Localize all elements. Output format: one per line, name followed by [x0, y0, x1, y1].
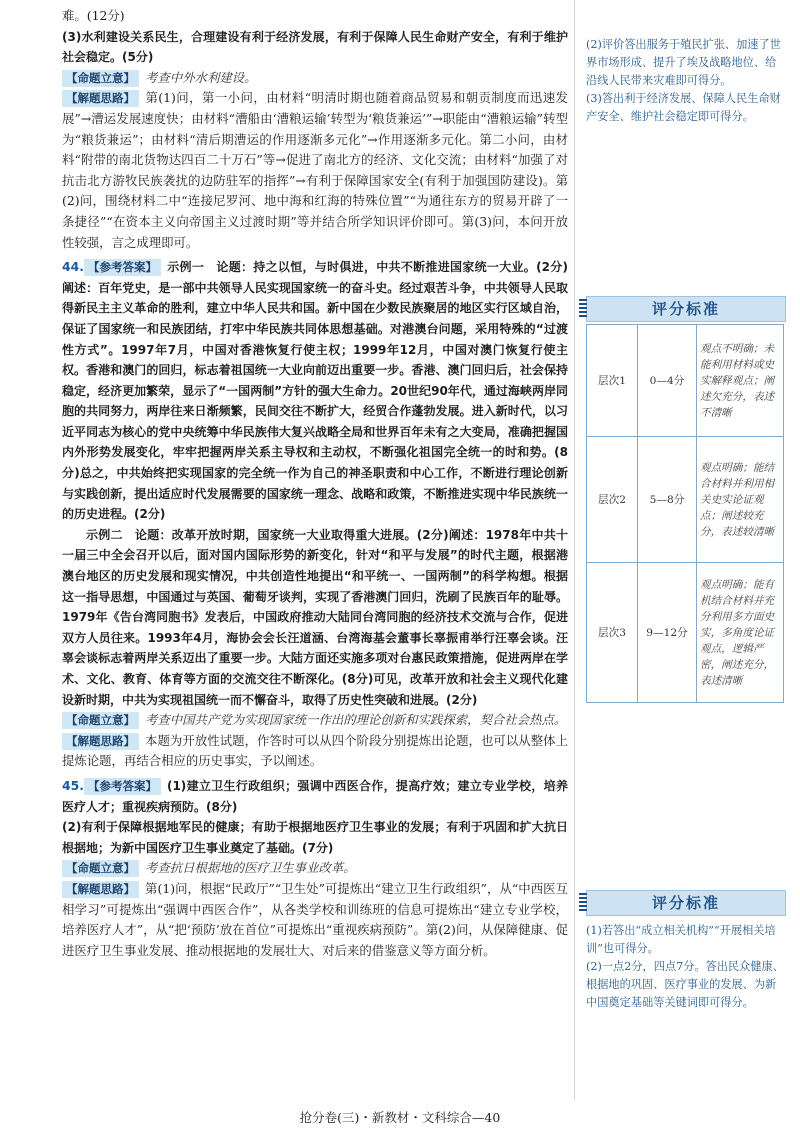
- tag-answer: 【参考答案】: [84, 259, 161, 276]
- answer-item-3: (3)水利建设关系民生，合理建设有利于经济发展，有利于保障人民生命财产安全，有利于维护社会稳定。(5分): [62, 29, 568, 65]
- side-notes-45: [586, 922, 784, 1012]
- q45-answer: 45. 【参考答案】 (1)建立卫生行政组织；强调中西医合作，提高疗效；建立专业学校，培养医疗人才；重视疾病预防。(8分): [62, 777, 568, 814]
- thinking-45: 【解题思路】 第(1)问，根据“民政厅”“卫生处”可提炼出“建立卫生行政组织”，从“中西医互相学习”可提炼出“强调中西医合作”，从各类学校和训练班的信息可提炼出“建立专业学校，培养医疗人才”，从“把‘预防’放在首位”可提炼出“重视疾病预防”。第(2)问，从保障健康、促进医疗卫生事业发展、推动根据地的发展壮大、对后来的借鉴意义等方面分析。: [62, 880, 568, 958]
- side-notes-43: [586, 36, 784, 126]
- score-standard-header-44: 评分标准: [586, 296, 786, 322]
- side-note-43-3: (3)答出利于经济发展、保障人民生命财产安全、维护社会稳定即可得分。: [586, 92, 781, 123]
- question-number-44: 44.: [62, 259, 84, 275]
- answer-line: 难。(12分): [62, 8, 125, 23]
- table-row: 层次2 5—8分 观点明确；能结合材料并利用相关史实论证观点；阐述较充分，表述较清晰: [587, 437, 784, 563]
- main-column: [62, 6, 568, 961]
- q44-answer: 44. 【参考答案】 示例一 论题：持之以恒，与时俱进，中共不断推进国家统一大业。(2分)阐述：百年党史，是一部中共领导人民实现国家统一的奋斗史。经过艰苦斗争，中共领导人民取得新民主主义革命的胜利，建立中华人民共和国。新中国在少数民族聚居的地区实行区域自治，保证了国家统一和民族团结，打牢中华民族共同体思想基础。对港澳台问题，采用特殊的“过渡性方式”。1997年7月，中国对香港恢复行使主权；1999年12月，中国对澳门恢复行使主权。香港和澳门的回归，标志着祖国统一大业向前迈出重要一步。香港、澳门回归后，社会保持稳定，经济更加繁荣，显示了“一国两制”方针的强大生命力。20世纪90年代，通过海峡两岸同胞的共同努力，两岸往来日渐频繁，民间交往不断扩大，经贸合作蓬勃发展。进入新时代，以习近平同志为核心的党中央统筹中华民族伟大复兴战略全局和世界百年未有之大变局，准确把握国内外形势发展变化，牢牢把握两岸关系主导权和主动权，不断强化祖国完全统一的时和势。(8分)总之，中共始终把实现国家的完全统一作为自己的神圣职责和中心工作，不断进行理论创新与实践创新，提出适应时代发展需要的国家统一理念、战略和政策，不断推进实现中华民族统一的历史进程。(2分): [62, 259, 568, 522]
- dots-decoration: [579, 299, 587, 319]
- column-divider: [574, 0, 575, 1100]
- thinking-43: 【解题思路】 第(1)问，第一小问，由材料“明清时期也随着商品贸易和朝贡制度而迅速发展”→漕运发展速度快；由材料“漕船由‘漕粮运输’转型为‘粮货兼运’”→职能由“漕粮运输”转型为“粮货兼运”；由材料“清后期漕运的作用逐渐多元化”→作用逐渐多元化。第二小问，由材料“附带的南北货物达四百二十万石”等→促进了南北方的经济、文化交流；由材料“加强了对抗击北方游牧民族袭扰的边防驻军的指挥”→有利于保障国家安全(有利于加强国防建设)。第(2)问，围绕材料二中“连接尼罗河、地中海和红海的特殊位置”“为通往东方的贸易开辟了一条捷径”“在资本主义向帝国主义过渡时期”等并结合所学知识评价即可。第(3)问，本问开放性较强，言之成理即可。: [62, 90, 568, 250]
- intent-43: 【命题立意】 考查中外水利建设。: [62, 68, 568, 89]
- table-row: 层次1 0—4分 观点不明确；未能利用材料或史实解释观点；阐述欠充分，表述不清晰: [587, 325, 784, 437]
- side-note-45-2: (2)一点2分，四点7分。答出民众健康、根据地的巩固、医疗事业的发展、为新中国奠定基础等关键词即可得分。: [586, 960, 784, 1009]
- side-note-45-1: (1)若答出“成立相关机构”“开展相关培训”也可得分。: [586, 924, 776, 955]
- page-footer: 抢分卷(三)・新教材・文科综合—40: [299, 1110, 501, 1125]
- thinking-44: 【解题思路】 本题为开放性试题，作答时可以从四个阶段分别提炼出论题，也可以从整体上提炼论题，再结合相应的历史事实，予以阐述。: [62, 732, 568, 769]
- score-standard-header-45: 评分标准: [586, 890, 786, 916]
- table-row: 层次3 9—12分 观点明确；能有机结合材料并充分利用多方面史实，多角度论证观点，逻辑严密，阐述充分，表述清晰: [587, 563, 784, 703]
- q45-answer-2: (2)有利于保障根据地军民的健康；有助于根据地医疗卫生事业的发展；有利于巩固和扩大抗日根据地；为新中国医疗卫生事业奠定了基础。(7分): [62, 820, 568, 855]
- q44-example-2: 示例二 论题：改革开放时期，国家统一大业取得重大进展。(2分)阐述：1978年中共十一届三中全会召开以后，面对国内国际形势的新变化，针对“和平与发展”的时代主题，根据港澳台地区的历史发展和现实情况，中共创造性地提出“和平统一、一国两制”的科学构想。根据这一指导思想，中国通过与英国、葡萄牙谈判，实现了香港澳门回归，洗刷了民族百年的耻辱。1979年《告台湾同胞书》发表后，中国政府推动大陆同台湾同胞的经济技术交流与合作，促进双方人员往来。1993年4月，海协会会长汪道涵、台湾海基会董事长辜振甫举行汪辜会谈。汪辜会谈标志着两岸关系迈出了重要一步。大陆方面还实施多项对台惠民政策措施，促进两岸在学术、文化、教育、体育等方面的交流交往不断深化。(8分)可见，改革开放和社会主义现代化建设新时期，中共为实现祖国统一而不懈奋斗，取得了历史性突破和进展。(2分): [62, 527, 568, 707]
- intent-44: 【命题立意】 考查中国共产党为实现国家统一作出的理论创新和实践探索，契合社会热点。: [62, 710, 568, 731]
- tag-thinking: 【解题思路】: [62, 90, 139, 107]
- score-table-44: [586, 324, 784, 703]
- tag-intent: 【命题立意】: [62, 70, 139, 87]
- side-note-43-2: (2)评价答出服务于殖民扩张、加速了世界市场形成、提升了埃及战略地位、给沿线人民带来灾难即可得分。: [586, 38, 781, 87]
- question-number-45: 45.: [62, 777, 84, 793]
- intent-45: 【命题立意】 考查抗日根据地的医疗卫生事业改革。: [62, 858, 568, 879]
